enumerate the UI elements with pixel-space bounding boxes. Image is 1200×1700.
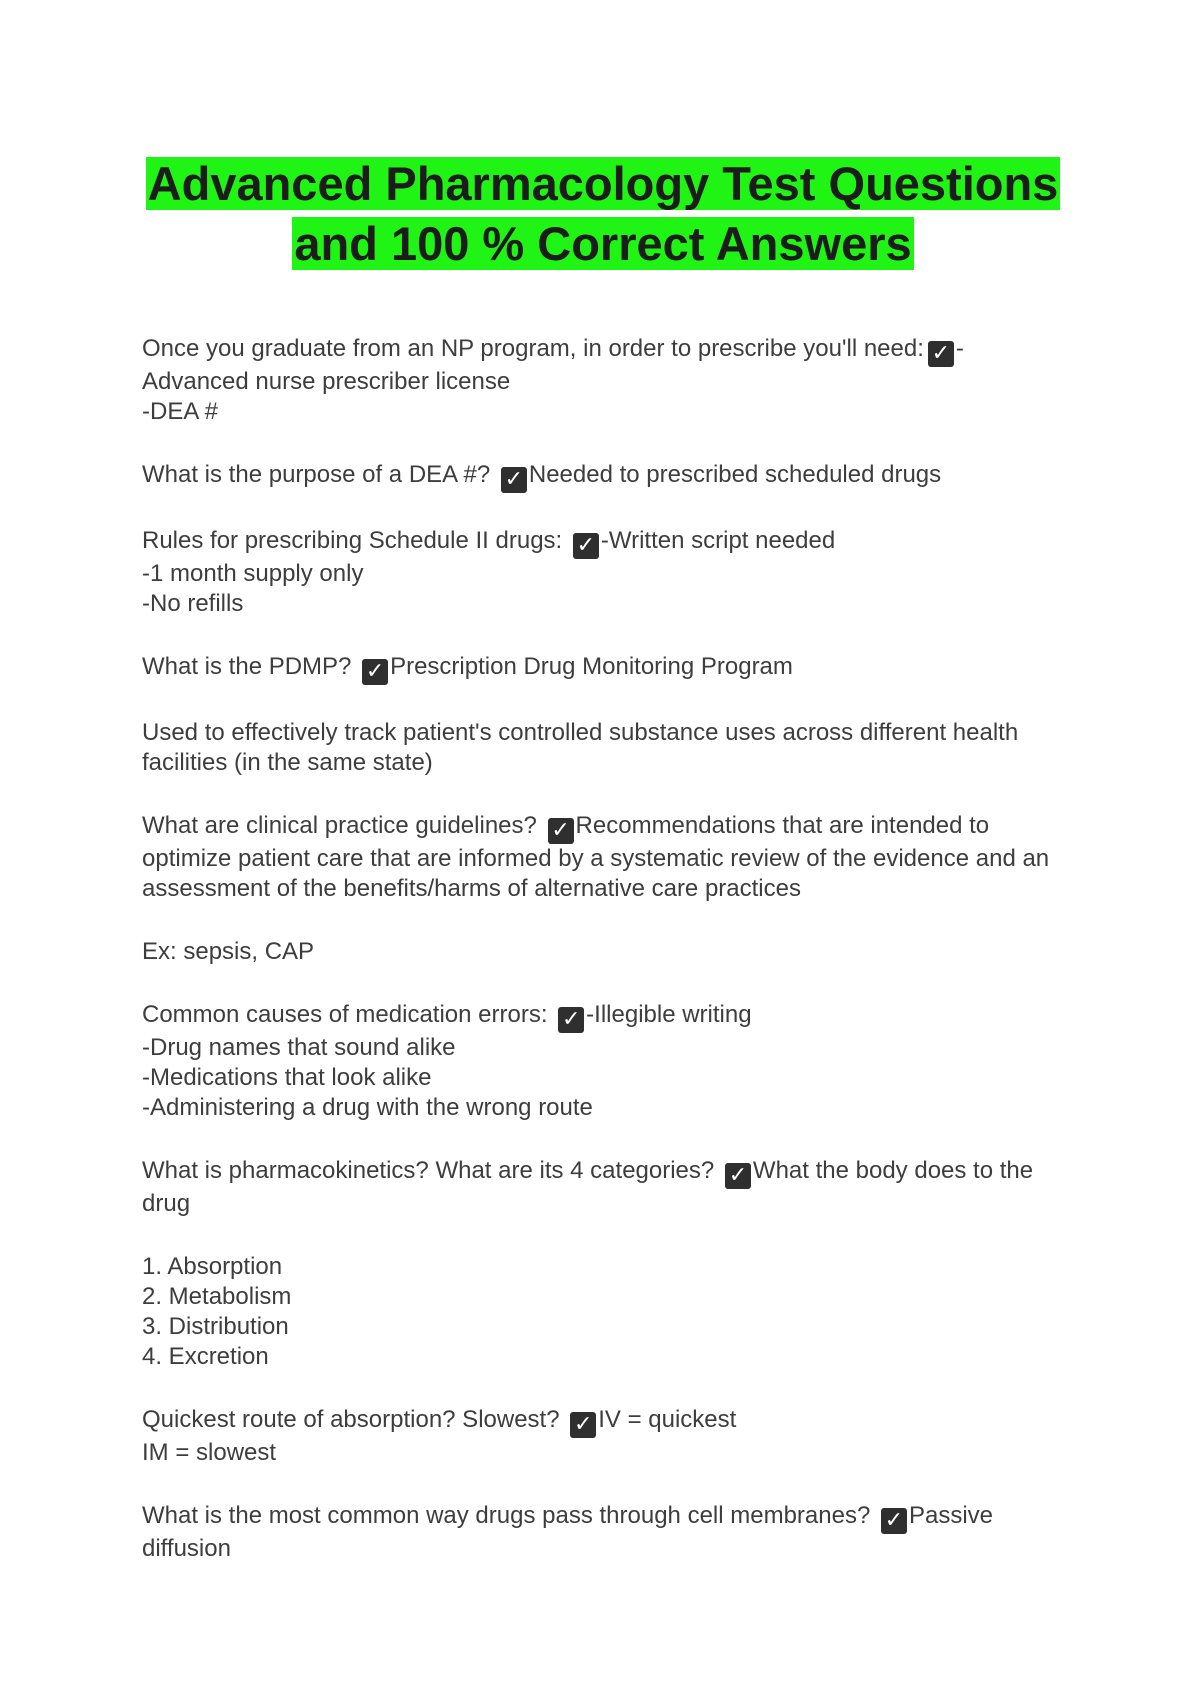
answer-line: Prescription Drug Monitoring Program [390, 653, 793, 680]
answer-line: -1 month supply only [142, 560, 364, 587]
question-text: What is the purpose of a DEA #? [142, 461, 491, 488]
question-text: Quickest route of absorption? Slowest? [142, 1406, 560, 1433]
question-text: Common causes of medication errors: [142, 1001, 548, 1028]
answer-line: -Administering a drug with the wrong route [142, 1094, 593, 1121]
question-text: Rules for prescribing Schedule II drugs: [142, 527, 563, 554]
answer-line: -DEA # [142, 398, 219, 425]
question-text: Once you graduate from an NP program, in order to prescribe you'll need: [142, 335, 924, 362]
checkbox-icon: ✓ [548, 818, 574, 844]
qa-item [142, 1501, 1062, 1564]
answer-line: Recommendations that are intended to optimize patient care that are informed by a systematic review of the evidence and an assessment of the benefits/harms of alternative care practices [142, 812, 1050, 902]
qa-item [142, 334, 1062, 427]
answer-line: -Written script needed [600, 527, 836, 554]
qa-item [142, 1000, 1062, 1123]
answer-line: IM = slowest [142, 1439, 277, 1466]
answer-line: Needed to prescribed scheduled drugs [528, 461, 942, 488]
answer-line: -Drug names that sound alike [142, 1034, 456, 1061]
qa-continuation [142, 718, 1062, 778]
answer-line: IV = quickest [598, 1406, 737, 1433]
answer-line: -Illegible writing [586, 1001, 752, 1028]
answer-line: - [955, 335, 964, 362]
title-line-2: and 100 % Correct Answers [294, 217, 912, 270]
checkbox-icon: ✓ [928, 341, 954, 367]
question-text: What are clinical practice guidelines? [142, 812, 537, 839]
answer-line: 1. Absorption [142, 1253, 283, 1280]
question-text: What is pharmacokinetics? What are its 4 categories? [142, 1157, 715, 1184]
qa-continuation [142, 937, 1062, 967]
document-title [142, 154, 1064, 274]
answer-line: What the body does to the drug [142, 1157, 1034, 1217]
title-line-1: Advanced Pharmacology Test Questions [147, 157, 1059, 210]
checkbox-icon: ✓ [501, 467, 527, 493]
answer-line: -Medications that look alike [142, 1064, 432, 1091]
answer-line: Passive diffusion [142, 1502, 994, 1562]
checkbox-icon: ✓ [362, 659, 388, 685]
qa-item [142, 526, 1062, 619]
answer-line: 2. Metabolism [142, 1283, 292, 1310]
answer-line: Advanced nurse prescriber license [142, 368, 511, 395]
qa-item [142, 460, 1062, 493]
answer-line: Ex: sepsis, CAP [142, 938, 315, 965]
qa-continuation [142, 1252, 1062, 1372]
qa-item [142, 1405, 1062, 1468]
checkbox-icon: ✓ [725, 1163, 751, 1189]
question-text: What is the most common way drugs pass through cell membranes? [142, 1502, 871, 1529]
qa-item [142, 811, 1062, 904]
qa-list [142, 334, 1062, 1597]
checkbox-icon: ✓ [570, 1412, 596, 1438]
answer-line: 4. Excretion [142, 1343, 269, 1370]
qa-item [142, 1156, 1062, 1219]
answer-line: 3. Distribution [142, 1313, 289, 1340]
question-text: What is the PDMP? [142, 653, 352, 680]
checkbox-icon: ✓ [881, 1508, 907, 1534]
qa-item [142, 652, 1062, 685]
checkbox-icon: ✓ [558, 1007, 584, 1033]
answer-line: -No refills [142, 590, 244, 617]
answer-line: Used to effectively track patient's controlled substance uses across different health facilities (in the same state) [142, 719, 1025, 776]
checkbox-icon: ✓ [573, 533, 599, 559]
